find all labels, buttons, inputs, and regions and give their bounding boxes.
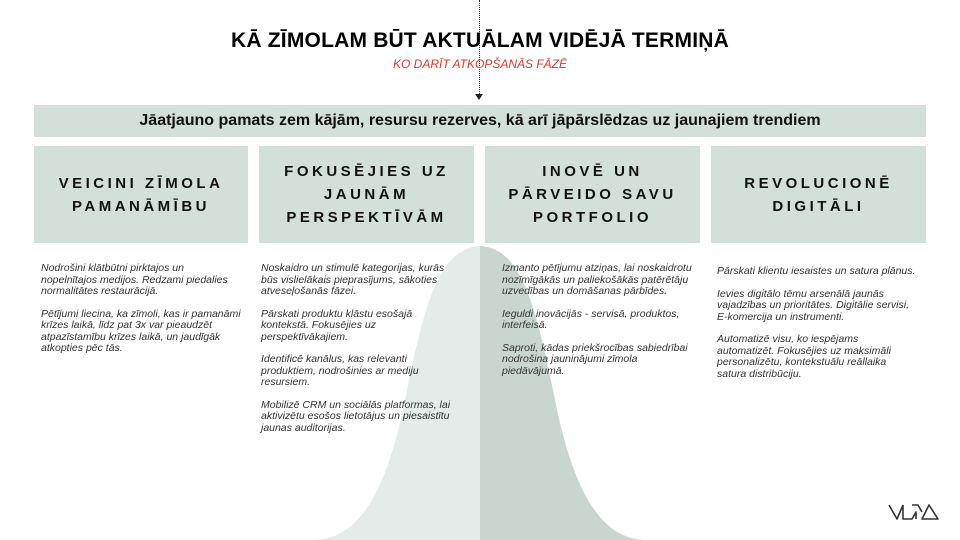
page-title: KĀ ZĪMOLAM BŪT AKTUĀLAM VIDĒJĀ TERMIŅĀ	[231, 29, 729, 52]
column-body	[502, 263, 702, 388]
summary-banner: Jāatjauno pamats zem kājām, resursu rezerves, kā arī jāpārslēdzas uz jaunajiem trendiem	[34, 105, 926, 137]
heading-line: DIGITĀLI	[772, 197, 865, 215]
column-heading-box	[34, 146, 248, 243]
body-paragraph: Identificē kanālus, kas relevanti produktiem, nodrošinies ar mediju resursiem.	[261, 353, 419, 388]
heading-line: REVOLUCIONĒ	[744, 174, 893, 192]
body-paragraph: Nodrošini klātbūtni pirktajos un nopelnītajos medijos. Redzami piedalies normalitātes restaurācijā.	[41, 262, 228, 297]
body-paragraph: Mobilizē CRM un sociālās platformas, lai aktivizētu esošos lietotājus un piesaistītu jaunas auditorijas.	[261, 398, 451, 434]
column-heading	[59, 172, 224, 218]
column-heading-box	[259, 146, 474, 243]
body-paragraph: Noskaidro un stimulē kategorijas, kurās būs vislielākais pieprasījums, sākoties atveseļošanās fāzei.	[261, 262, 445, 297]
heading-line: PAMANĀMĪBU	[71, 197, 211, 215]
heading-line: PERSPEKTĪVĀM	[286, 209, 447, 226]
column-heading	[744, 172, 893, 218]
heading-line: VEICINI ZĪMOLA	[58, 174, 224, 192]
column-heading-box	[485, 146, 700, 243]
body-paragraph: Automatizē visu, ko iespējams automatizēt. Fokusējies uz maksimāli personalizētu, kontekstuālu reāllaika satura distribūciju.	[717, 333, 891, 380]
column-body	[261, 263, 461, 445]
heading-line: INOVĒ UN	[542, 163, 643, 180]
body-paragraph: Ievies digitālo tēmu arsenālā jaunās vajadzības un prioritātes. Digitālie servisi, E-komercija un instrumenti.	[717, 287, 909, 323]
column-body	[717, 266, 917, 391]
page-subtitle: KO DARĪT ATKOPŠANĀS FĀZĒ	[392, 57, 568, 71]
column-heading	[508, 160, 676, 229]
body-paragraph: Saproti, kādas priekšrocības sabiedrībai nodrošina jauninājumi zīmola piedāvājumā.	[502, 341, 688, 377]
body-paragraph: Ieguldi inovācijās - servisā, produktos, interfeisā.	[502, 307, 680, 331]
body-paragraph: Pētījumi liecina, ka zīmoli, kas ir pamanāmi krīzes laikā, līdz pat 3x var pieaudzēt atpazīstamību krīzes laikā, un jaudīgāk atkopties pēc tās.	[41, 307, 241, 354]
column-body	[41, 263, 241, 366]
body-paragraph: Pārskati produktu klāstu esošajā kontekstā. Fokusējies uz perspektīvākajiem.	[261, 307, 413, 343]
column-heading	[284, 160, 449, 229]
vma-logo-icon	[888, 503, 940, 521]
column-heading-box	[711, 146, 926, 243]
heading-line: PĀRVEIDO SAVU	[508, 186, 677, 203]
heading-line: JAUNĀM	[323, 186, 410, 203]
heading-line: FOKUSĒJIES UZ	[284, 163, 449, 180]
heading-line: PORTFOLIO	[533, 209, 652, 226]
body-paragraph: Izmanto pētījumu atziņas, lai noskaidrotu nozīmīgākās un paliekošākās patērētāju uzvedības un domāšanas pārbīdes.	[502, 262, 692, 297]
down-arrow-icon	[475, 94, 483, 100]
body-paragraph: Pārskati klientu iesaistes un satura plānus.	[717, 265, 916, 277]
